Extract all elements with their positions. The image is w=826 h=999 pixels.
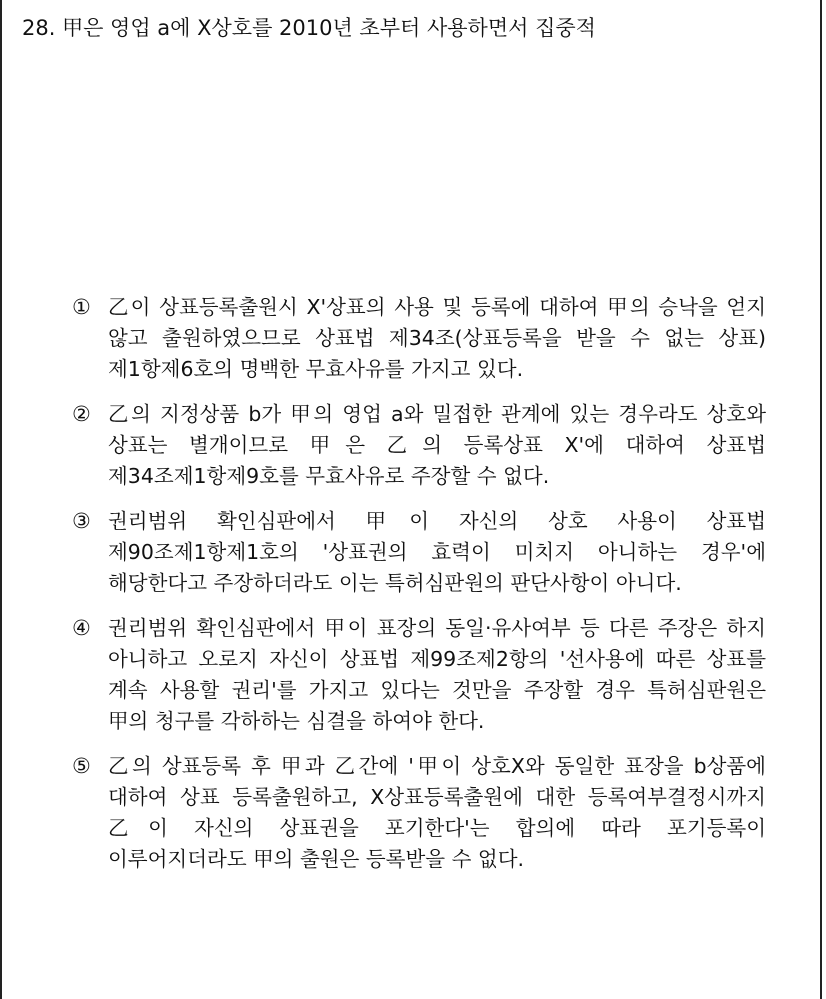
option-2-number: ② — [72, 402, 91, 426]
option-1-number: ① — [72, 295, 91, 319]
question-stem: 28. 甲은 영업 a에 X상호를 2010년 초부터 사용하면서 집중적 — [22, 16, 596, 40]
option-5[interactable] — [72, 751, 766, 875]
option-2[interactable] — [72, 399, 766, 492]
option-4[interactable] — [72, 613, 766, 737]
option-5-text: 乙의 상표등록 후 甲과 乙간에 '甲이 상호X와 동일한 표장을 b상품에 대하여 상표 등록출원하고, X상표등록출원에 대한 등록여부결정시까지 乙이 자신의 상표권을 포기한다'는 합의에 따라 포기등록이 이루어지더라도 甲의 출원은 등록받을 수 없다. — [108, 754, 766, 871]
option-4-number: ④ — [72, 616, 91, 640]
option-2-text: 乙의 지정상품 b가 甲의 영업 a와 밀접한 관계에 있는 경우라도 상호와 상표는 별개이므로 甲은 乙의 등록상표 X'에 대하여 상표법 제34조제1항제9호를 무효사유로 주장할 수 없다. — [108, 402, 766, 488]
option-3-number: ③ — [72, 509, 91, 533]
option-1[interactable] — [72, 292, 766, 385]
option-4-text: 권리범위 확인심판에서 甲이 표장의 동일·유사여부 등 다른 주장은 하지 아니하고 오로지 자신이 상표법 제99조제2항의 '선사용에 따른 상표를 계속 사용할 권리'를 가지고 있다는 것만을 주장할 경우 특허심판원은 甲의 청구를 각하하는 심결을 하여야 한다. — [108, 616, 766, 733]
option-3-text: 권리범위 확인심판에서 甲이 자신의 상호 사용이 상표법 제90조제1항제1호의 '상표권의 효력이 미치지 아니하는 경우'에 해당한다고 주장하더라도 이는 특허심판원의 판단사항이 아니다. — [108, 509, 766, 595]
answer-options — [72, 292, 766, 889]
option-3[interactable] — [72, 506, 766, 599]
option-1-text: 乙이 상표등록출원시 X'상표의 사용 및 등록에 대하여 甲의 승낙을 얻지 않고 출원하였으므로 상표법 제34조(상표등록을 받을 수 없는 상표)제1항제6호의 명백한 무효사유를 가지고 있다. — [108, 295, 766, 381]
option-5-number: ⑤ — [72, 754, 91, 778]
